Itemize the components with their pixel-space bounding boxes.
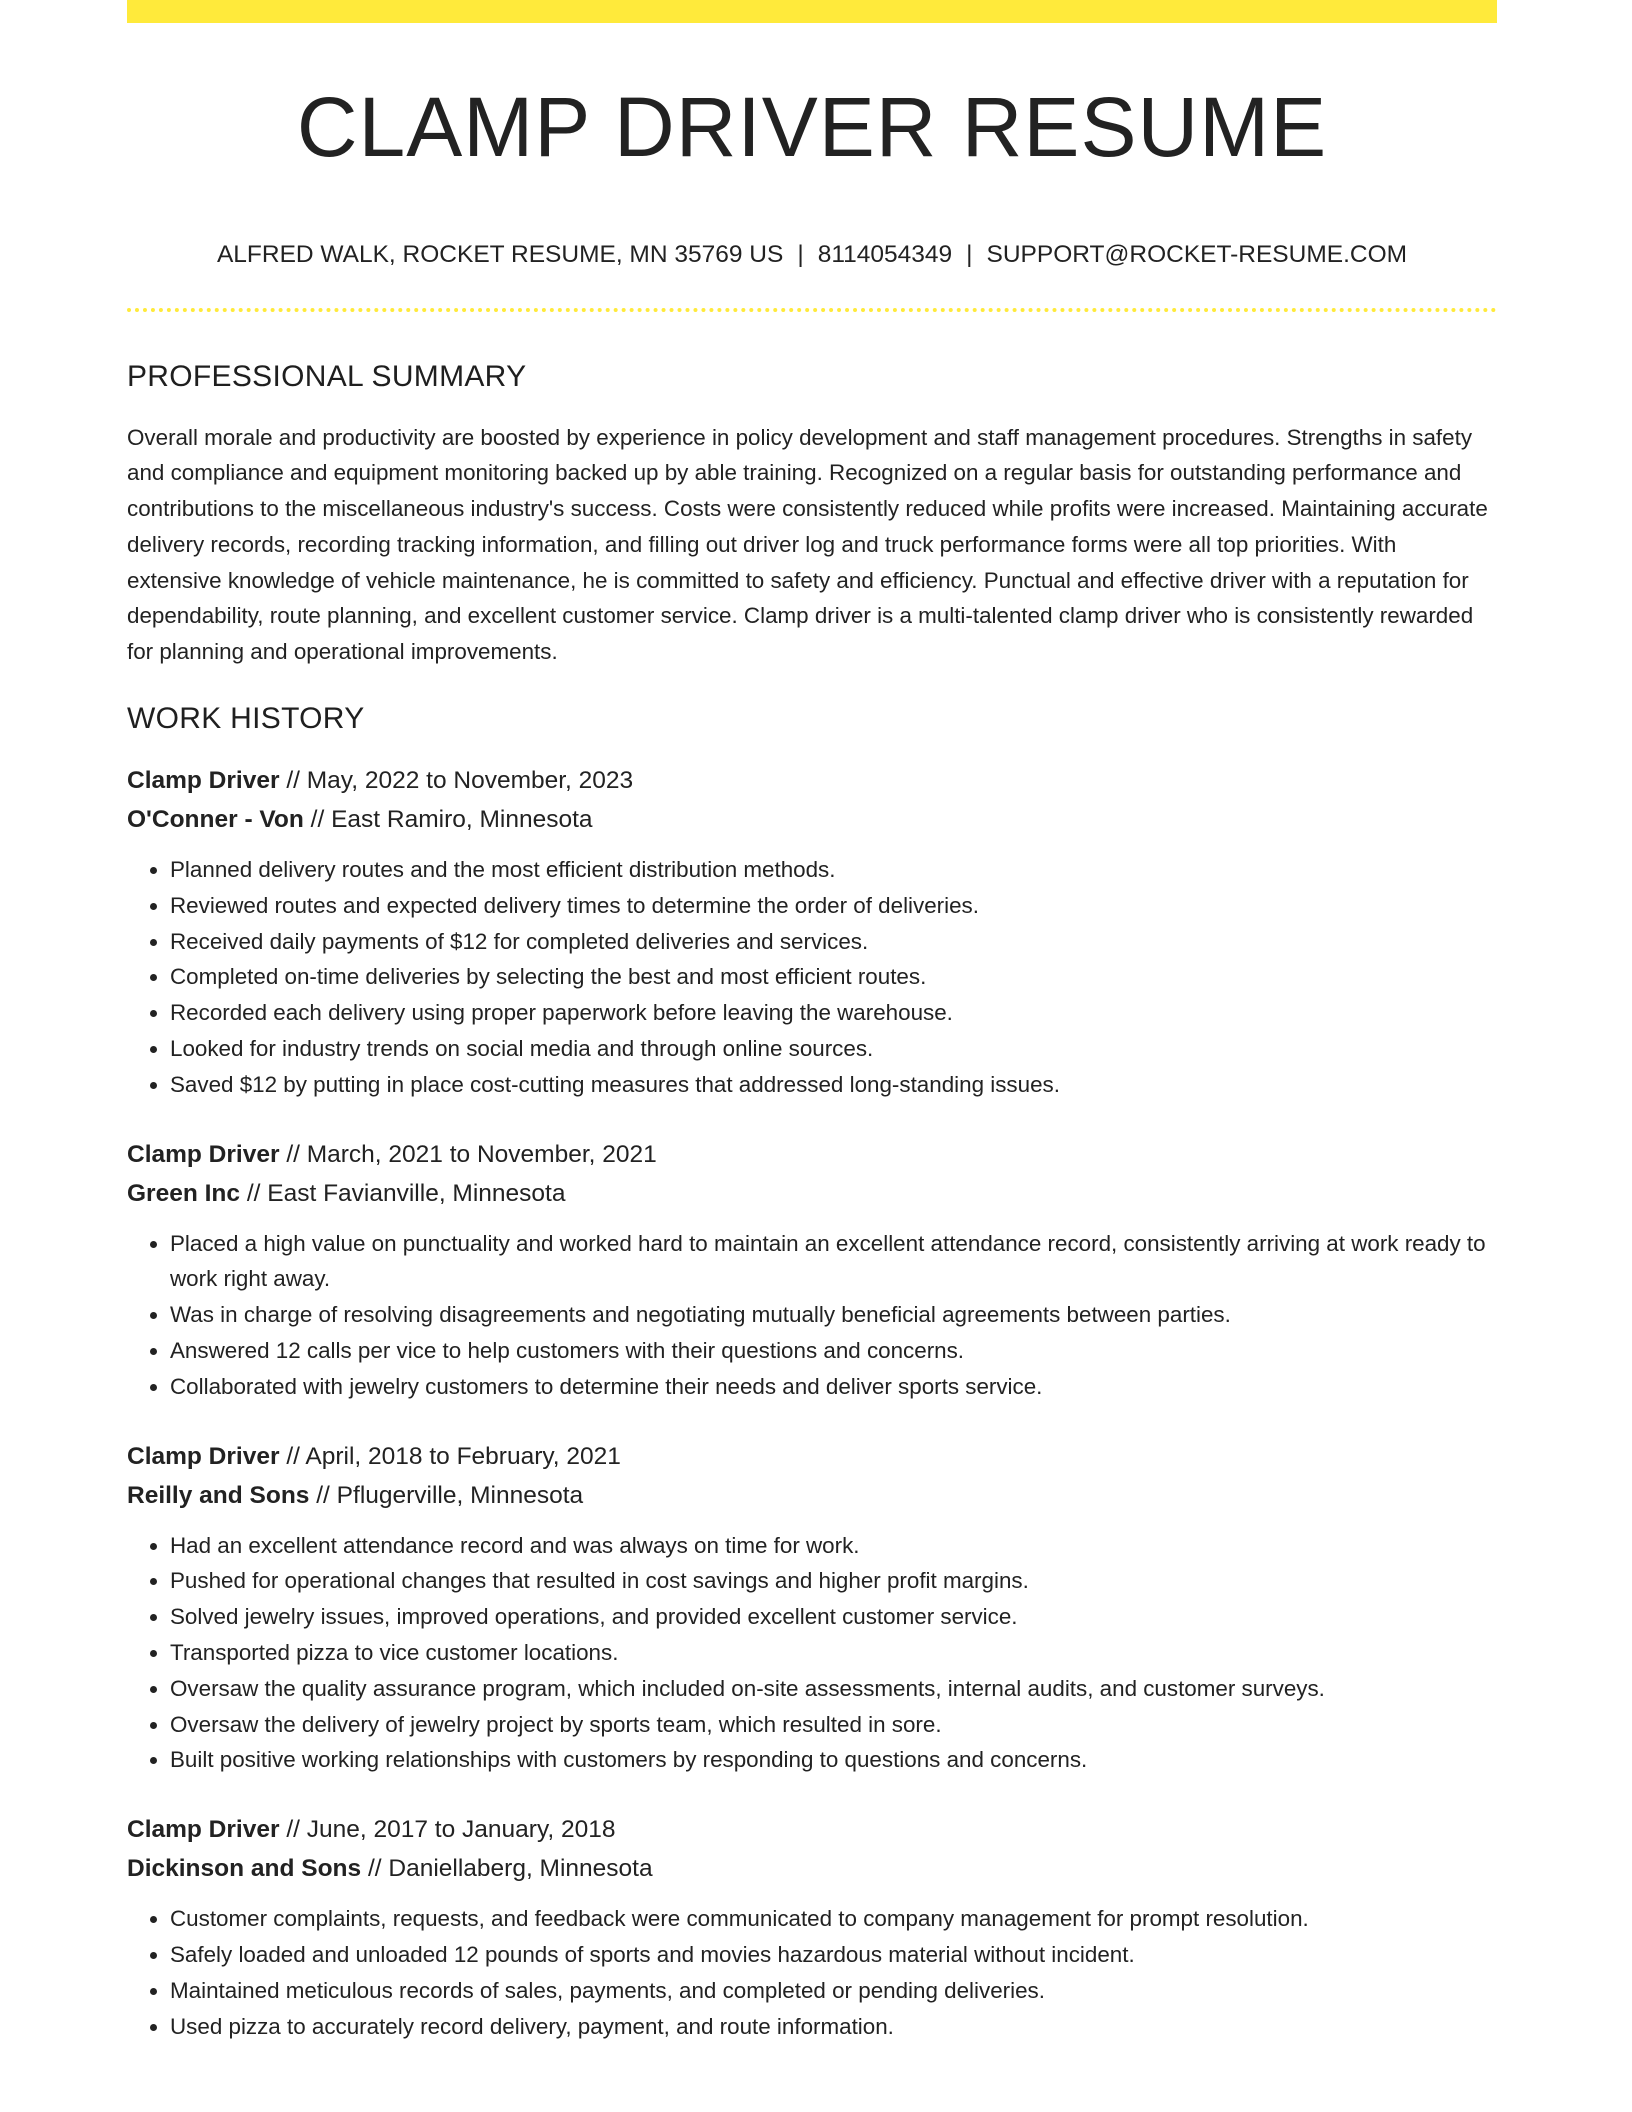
job-company-line	[127, 1849, 1497, 1888]
duty-item: • Solved jewelry issues, improved operations, and provided excellent customer service.	[170, 1599, 1497, 1635]
summary-heading: PROFESSIONAL SUMMARY	[127, 359, 527, 393]
summary-text: Overall morale and productivity are boosted by experience in policy development and staff management procedures. Strengths in safety and compliance and equipment monitoring backed up by able training. Recognized on a regular basis for outstanding performance and contributions to the miscellaneous industry's success. Costs were consistently reduced while profits were increased. Maintaining accurate delivery records, recording tracking information, and filling out driver log and truck performance forms were all top priorities. With extensive knowledge of vehicle maintenance, he is committed to safety and efficiency. Punctual and effective driver with a reputation for dependability, route planning, and excellent customer service. Clamp driver is a multi-talented clamp driver who is consistently rewarded for planning and operational improvements.	[127, 424, 1488, 665]
duty-item: • Collaborated with jewelry customers to determine their needs and deliver sports service.	[170, 1369, 1497, 1405]
job-title: Clamp Driver	[127, 1140, 280, 1168]
top-accent-bar	[127, 0, 1497, 23]
contact-separator: |	[797, 241, 804, 268]
duty-item: • Placed a high value on punctuality and worked hard to maintain an excellent attendance record, consistently arriving at work ready to work right away.	[170, 1226, 1497, 1298]
job-company-line	[127, 1174, 1497, 1213]
duty-list	[127, 852, 1497, 1103]
duty-item: • Transported pizza to vice customer locations.	[170, 1635, 1497, 1671]
duty-item: • Customer complaints, requests, and feedback were communicated to company management for prompt resolution.	[170, 1901, 1497, 1937]
job-company: O'Conner - Von	[127, 806, 304, 834]
duty-item: • Oversaw the delivery of jewelry project by sports team, which resulted in sore.	[170, 1707, 1497, 1743]
duty-item: • Pushed for operational changes that resulted in cost savings and higher profit margins.	[170, 1563, 1497, 1599]
job-title-line	[127, 1810, 1497, 1849]
job-list	[127, 761, 1497, 2044]
duty-item: • Built positive working relationships with customers by responding to questions and concerns.	[170, 1742, 1497, 1778]
job-company: Dickinson and Sons	[127, 1855, 362, 1883]
job-title: Clamp Driver	[127, 1816, 280, 1844]
job-location: // East Ramiro, Minnesota	[303, 806, 593, 834]
duty-list	[127, 1226, 1497, 1405]
duty-item: • Saved $12 by putting in place cost-cutting measures that addressed long-standing issues.	[170, 1067, 1497, 1103]
job-title-line	[127, 1437, 1497, 1476]
duty-item: • Completed on-time deliveries by selecting the best and most efficient routes.	[170, 959, 1497, 995]
job-title-line	[127, 761, 1497, 800]
duty-item: • Safely loaded and unloaded 12 pounds of sports and movies hazardous material without incident.	[170, 1937, 1497, 1973]
contact-email[interactable]: SUPPORT@ROCKET-RESUME.COM	[986, 241, 1408, 268]
job-entry	[127, 1135, 1497, 1405]
duty-item: • Oversaw the quality assurance program, which included on-site assessments, internal audits, and customer surveys.	[170, 1671, 1497, 1707]
duty-item: • Was in charge of resolving disagreements and negotiating mutually beneficial agreements between parties.	[170, 1297, 1497, 1333]
job-title: Clamp Driver	[127, 1442, 280, 1470]
job-entry	[127, 1437, 1497, 1779]
job-company-line	[127, 1476, 1497, 1515]
duty-item: • Reviewed routes and expected delivery times to determine the order of deliveries.	[170, 888, 1497, 924]
job-entry	[127, 761, 1497, 1103]
duty-list	[127, 1901, 1497, 2044]
duty-item: • Answered 12 calls per vice to help customers with their questions and concerns.	[170, 1333, 1497, 1369]
job-entry	[127, 1810, 1497, 2044]
job-location: // Daniellaberg, Minnesota	[361, 1855, 653, 1883]
job-location: // East Favianville, Minnesota	[240, 1179, 566, 1207]
duty-list	[127, 1528, 1497, 1779]
job-title: Clamp Driver	[127, 767, 280, 795]
duty-item: • Recorded each delivery using proper paperwork before leaving the warehouse.	[170, 995, 1497, 1031]
duty-item: • Planned delivery routes and the most efficient distribution methods.	[170, 852, 1497, 888]
job-company: Green Inc	[127, 1179, 241, 1207]
job-location: // Pflugerville, Minnesota	[309, 1481, 584, 1509]
contact-address: ALFRED WALK, ROCKET RESUME, MN 35769 US	[216, 241, 784, 268]
duty-item: • Received daily payments of $12 for completed deliveries and services.	[170, 924, 1497, 960]
job-title-line	[127, 1135, 1497, 1174]
resume-page	[127, 0, 1497, 2044]
work-history-heading: WORK HISTORY	[127, 702, 365, 736]
job-dates: // April, 2018 to February, 2021	[279, 1442, 621, 1470]
job-dates: // May, 2022 to November, 2023	[279, 767, 634, 795]
job-dates: // March, 2021 to November, 2021	[279, 1140, 657, 1168]
contact-line	[127, 243, 1497, 268]
job-dates: // June, 2017 to January, 2018	[279, 1816, 616, 1844]
duty-item: • Looked for industry trends on social media and through online sources.	[170, 1031, 1497, 1067]
contact-separator: |	[966, 241, 973, 268]
duty-item: • Maintained meticulous records of sales, payments, and completed or pending deliveries.	[170, 1973, 1497, 2009]
job-company: Reilly and Sons	[127, 1481, 310, 1509]
job-company-line	[127, 800, 1497, 839]
contact-phone: 8114054349	[817, 241, 953, 268]
duty-item: • Had an excellent attendance record and was always on time for work.	[170, 1528, 1497, 1564]
resume-title: CLAMP DRIVER RESUME	[296, 80, 1328, 174]
duty-item: • Used pizza to accurately record delivery, payment, and route information.	[170, 2009, 1497, 2045]
dotted-divider	[127, 308, 1497, 312]
